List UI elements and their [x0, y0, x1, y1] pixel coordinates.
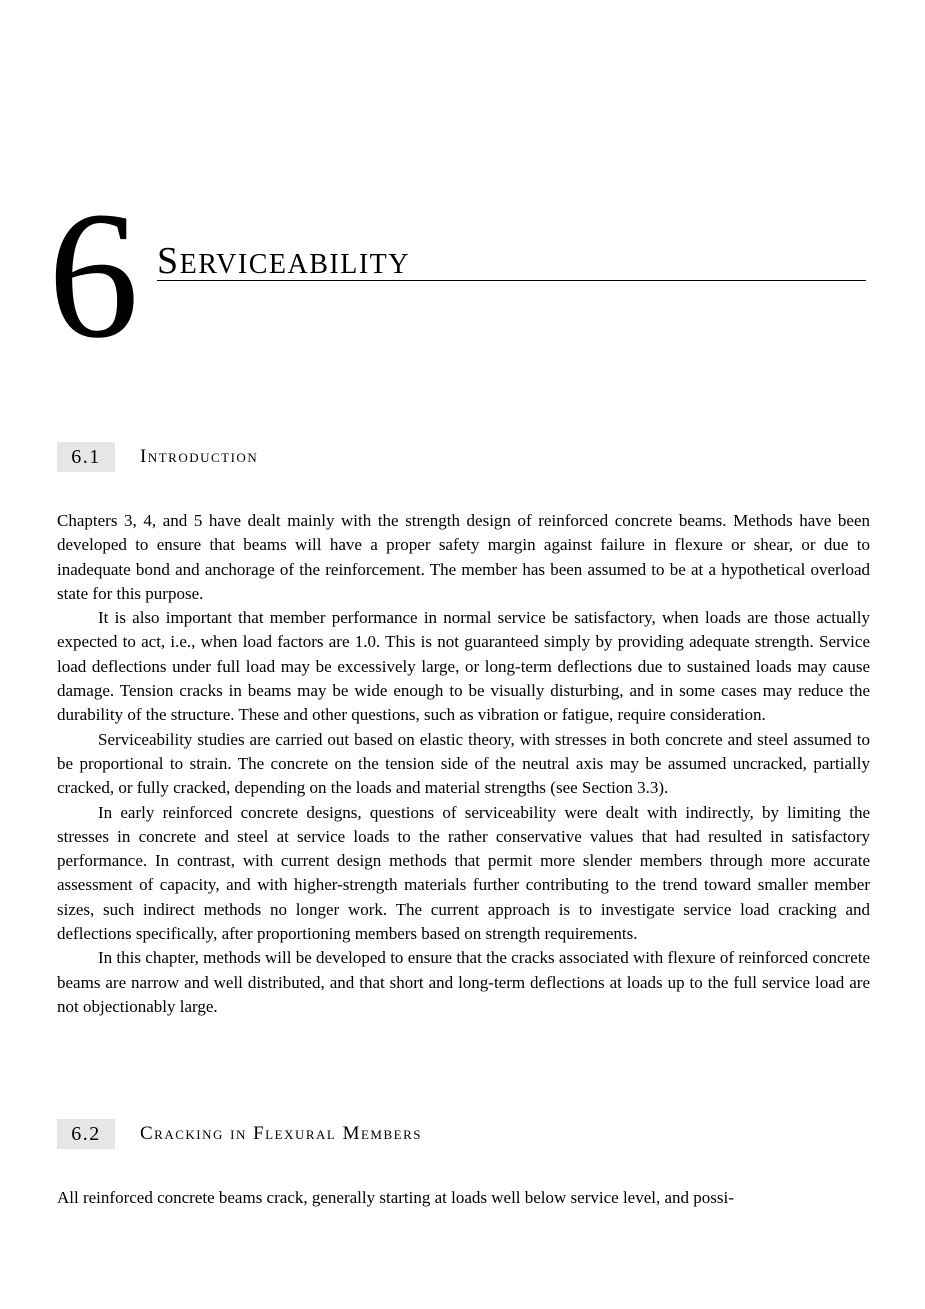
section-number: 6.2: [57, 1119, 115, 1149]
section-title: Introduction: [140, 446, 259, 467]
chapter-title-rest: ERVICEABILITY: [179, 249, 410, 280]
section-6-2-body: [57, 1186, 870, 1210]
section-number: 6.1: [57, 442, 115, 472]
paragraph: It is also important that member performance in normal service be satisfactory, when loads are those actually expected to act, i.e., when load factors are 1.0. This is not guaranteed simply by providing adequate strength. Service load deflections under full load may be excessively large, or long-term deflections due to sustained loads may cause damage. Tension cracks in beams may be wide enough to be visually disturbing, and in some cases may reduce the durability of the structure. These and other questions, such as vibration or fatigue, require consideration.: [57, 608, 870, 725]
section-title: Cracking in Flexural Members: [140, 1123, 422, 1144]
section-heading-6-1: [57, 442, 258, 472]
chapter-title-initial: S: [157, 240, 180, 282]
chapter-title: [157, 242, 866, 281]
paragraph: All reinforced concrete beams crack, generally starting at loads well below service level, and possi-: [57, 1188, 734, 1207]
chapter-number: 6: [48, 175, 139, 376]
section-6-1-body: [57, 509, 870, 1019]
paragraph: In this chapter, methods will be developed to ensure that the cracks associated with flexure of reinforced concrete beams are narrow and well distributed, and that short and long-term deflections at loads up to the full service load are not objectionably large.: [57, 948, 870, 1016]
section-heading-6-2: [57, 1119, 422, 1149]
paragraph: Chapters 3, 4, and 5 have dealt mainly with the strength design of reinforced concrete beams. Methods have been developed to ensure that beams will have a proper safety margin against failure in flexure or shear, or due to inadequate bond and anchorage of the reinforcement. The member has been assumed to be at a hypothetical overload state for this purpose.: [57, 511, 870, 603]
paragraph: In early reinforced concrete designs, questions of serviceability were dealt with indirectly, by limiting the stresses in concrete and steel at service loads to the rather conservative values that had resulted in satisfactory performance. In contrast, with current design methods that permit more slender members through more accurate assessment of capacity, and with higher-strength materials further contributing to the trend toward smaller member sizes, such indirect methods no longer work. The current approach is to investigate service load cracking and deflections specifically, after proportioning members based on strength requirements.: [57, 802, 870, 944]
paragraph: Serviceability studies are carried out based on elastic theory, with stresses in both concrete and steel assumed to be proportional to strain. The concrete on the tension side of the neutral axis may be assumed uncracked, partially cracked, or fully cracked, depending on the loads and material strengths (see Section 3.3).: [57, 729, 870, 798]
